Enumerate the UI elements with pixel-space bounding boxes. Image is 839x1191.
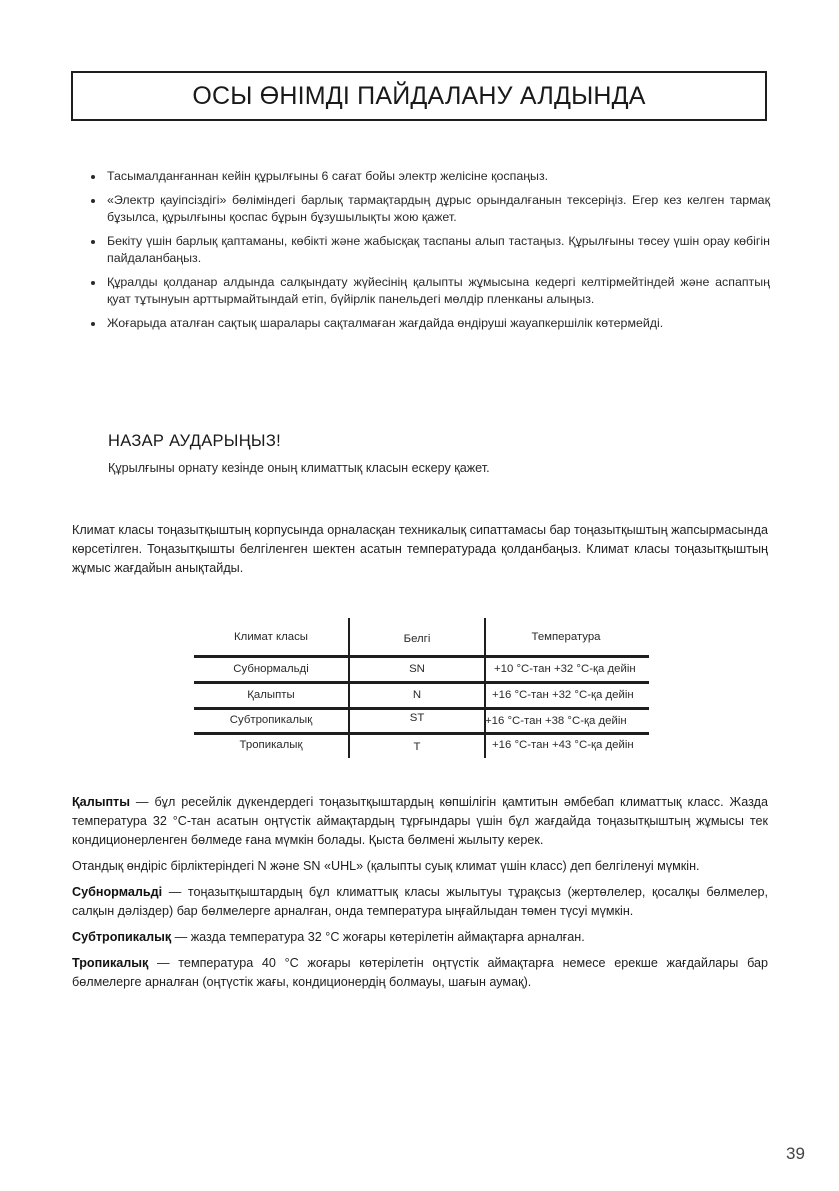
bullet-icon bbox=[91, 199, 95, 203]
description-subtropical bbox=[72, 928, 768, 947]
description-subnormal bbox=[72, 883, 768, 921]
table-cell: ST bbox=[409, 712, 425, 724]
climate-class-table bbox=[194, 618, 664, 760]
bullet-icon bbox=[91, 281, 95, 285]
description-domestic bbox=[72, 857, 768, 876]
table-cell: Тропикалық bbox=[239, 739, 303, 751]
bullet-icon bbox=[91, 240, 95, 244]
page-number: 39 bbox=[786, 1144, 805, 1163]
table-cell: Субтропикалық bbox=[229, 714, 313, 726]
list-item-text: Бекіту үшін барлық қаптаманы, көбікті және жабысқақ таспаны алып тастаңыз. Құрылғыны төсеу үшін орау көбігін пайдаланбаңыз. bbox=[107, 234, 770, 265]
table-divider bbox=[194, 655, 649, 658]
list-item-text: Тасымалданғаннан кейін құрылғыны 6 сағат бойы электр желісіне қоспаңыз. bbox=[107, 169, 549, 183]
list-item bbox=[90, 168, 770, 185]
climate-class-intro: Климат класы тоңазытқыштың корпусында орналасқан техникалық сипаттамасы бар тоңазытқыштың жапсырмасында көрсетілген. Тоңазытқышты белгіленген шектен асатын температурада қолданбаңыз. Климат класы тоңазытқыштың жұмыс жағдайын анықтайды. bbox=[72, 523, 768, 575]
table-cell: Қалыпты bbox=[247, 689, 295, 701]
table-divider bbox=[194, 707, 649, 710]
table-header-class: Климат класы bbox=[234, 631, 308, 643]
table-divider bbox=[194, 732, 649, 735]
notice-heading: НАЗАР АУДАРЫҢЫЗ! bbox=[108, 432, 281, 450]
table-cell: Субнормальді bbox=[233, 663, 309, 675]
table-cell: SN bbox=[409, 663, 425, 675]
bullet-icon bbox=[91, 175, 95, 179]
table-cell: +16 °С-тан +43 °С-қа дейін bbox=[492, 739, 634, 751]
notice-text: Құрылғыны орнату кезінде оның климаттық класын ескеру қажет. bbox=[108, 461, 490, 475]
table-cell: N bbox=[412, 689, 422, 701]
description-text: — температура 40 °С жоғары көтерілетін оңтүстік аймақтарға немесе ерекше жағдайлары бар бөлмелерге арналған (оңтүстік жағы, кондиционердің болмауы, шағын аумақ). bbox=[72, 956, 768, 989]
climate-class-descriptions bbox=[72, 793, 768, 999]
term: Тропикалық bbox=[72, 956, 149, 970]
attention-notice bbox=[108, 432, 708, 475]
list-item-text: «Электр қауіпсіздігі» бөліміндегі барлық тармақтардың дұрыс орындалғанын тексеріңіз. Егер кез келген тармақ бұзылса, құрылғыны қоспас бұрын бұзушылықты жою қажет. bbox=[107, 193, 770, 224]
list-item-text: Құралды қолданар алдында салқындату жүйесінің қалыпты жұмысына кедергі келтірмейтіндей және аспаптың қуат тұтынуын арттырмайтындай етіп, бүйірлік панельдегі мөлдір пленканы алыңыз. bbox=[107, 275, 770, 306]
description-text: — бұл ресейлік дүкендердегі тоңазытқыштардың көпшілігін қамтитын әмбебап климаттық класс. Жазда температура 32 °С-тан асатын оңтүстік аймақтардың тұрғындары үшін бұл жағдайда тоңазытқыштың жұмысы тек кондиционерленген бөлмеде ғана мүмкін болады. Қыста бөлмені жылыту керек. bbox=[72, 795, 768, 847]
list-item bbox=[90, 192, 770, 226]
term: Субтропикалық bbox=[72, 930, 172, 944]
description-normal bbox=[72, 793, 768, 850]
table-cell: T bbox=[413, 741, 421, 753]
list-item bbox=[90, 315, 770, 332]
precautions-list bbox=[90, 168, 770, 339]
table-header-mark: Белгі bbox=[403, 633, 431, 645]
list-item-text: Жоғарыда аталған сақтық шаралары сақталмаған жағдайда өндіруші жауапкершілік көтермейді. bbox=[107, 316, 664, 330]
table-cell: +16 °С-тан +38 °С-қа дейін bbox=[485, 715, 627, 727]
list-item bbox=[90, 233, 770, 267]
table-cell: +16 °С-тан +32 °С-қа дейін bbox=[492, 689, 634, 701]
table-cell: +10 °С-тан +32 °С-қа дейін bbox=[494, 663, 636, 675]
term: Қалыпты bbox=[72, 795, 130, 809]
term: Субнормальді bbox=[72, 885, 163, 899]
table-divider bbox=[194, 681, 649, 684]
list-item bbox=[90, 274, 770, 308]
title-box bbox=[71, 71, 767, 121]
description-text: — тоңазытқыштардың бұл климаттық класы жылытуы тұрақсыз (жертөлелер, қосалқы бөлмелер, салқын дәліздер) бар бөлмелерге арналған, онда температура ыңғайлыдан төмен түсуі мүмкін. bbox=[72, 885, 768, 918]
description-text: Отандық өндіріс бірліктеріндегі N және SN «UHL» (қалыпты суық климат үшін класс) деп белгіленуі мүмкін. bbox=[72, 859, 700, 873]
bullet-icon bbox=[91, 322, 95, 326]
table-header-temperature: Температура bbox=[531, 631, 601, 643]
page-title: ОСЫ ӨНІМДІ ПАЙДАЛАНУ АЛДЫНДА bbox=[192, 81, 646, 110]
description-tropical bbox=[72, 954, 768, 992]
description-text: — жазда температура 32 °С жоғары көтерілетін аймақтарға арналған. bbox=[171, 930, 585, 944]
